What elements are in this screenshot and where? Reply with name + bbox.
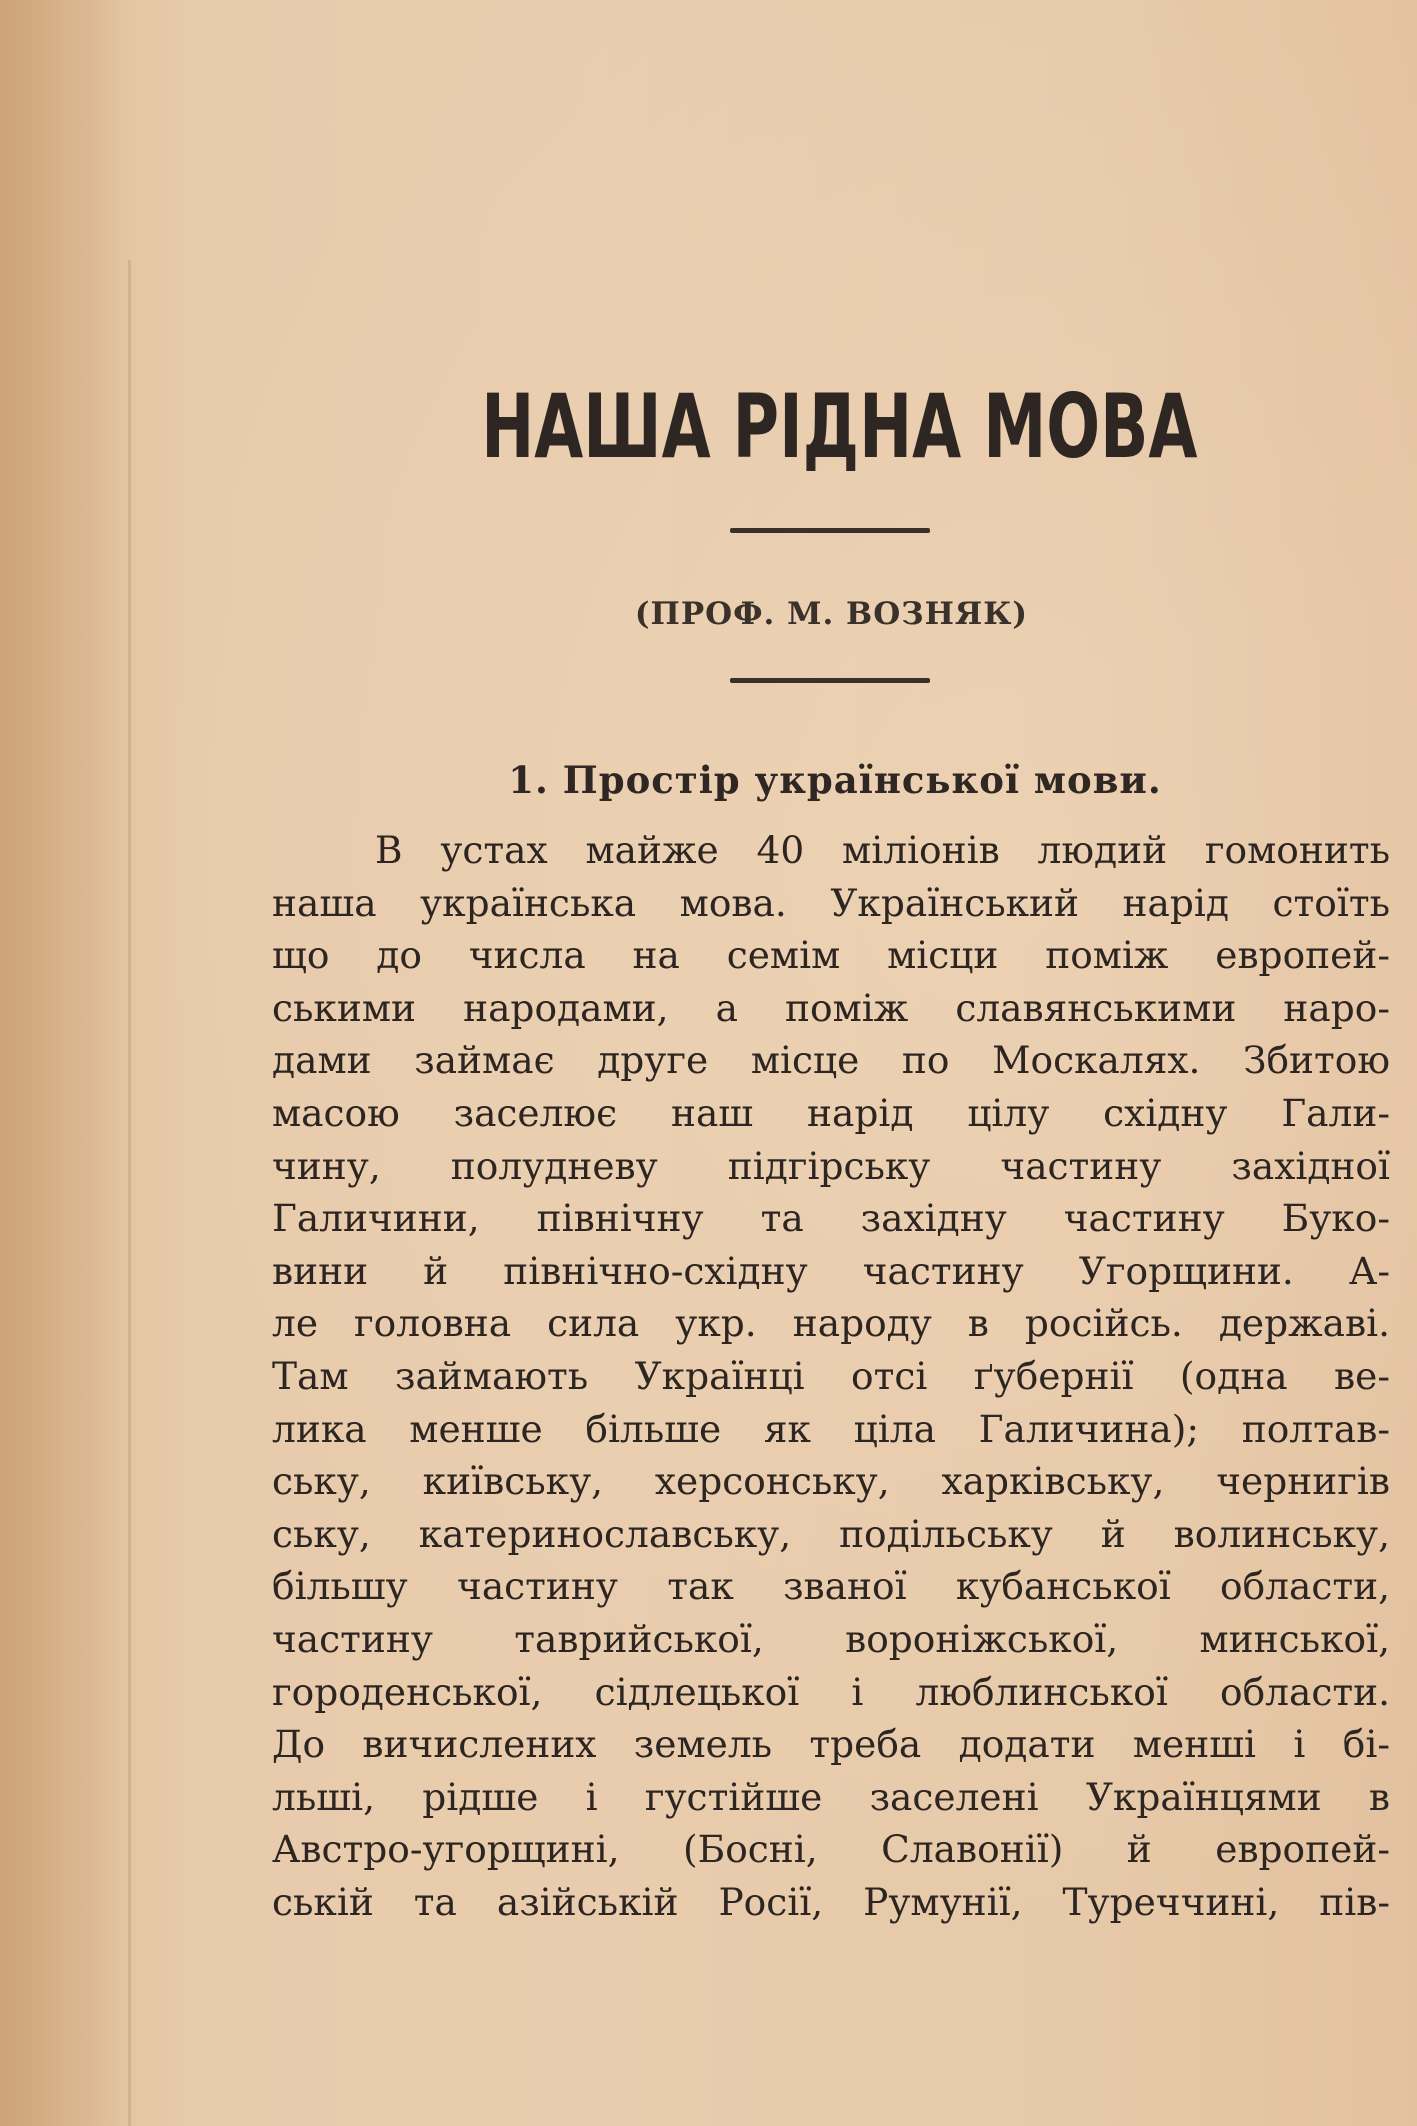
- page-crease: [128, 260, 131, 2126]
- text-line: частину таврийської, вороніжської, минської,: [272, 1616, 1390, 1661]
- text-line: ську, київську, херсонську, харківську, чернигів: [272, 1459, 1390, 1504]
- text-line: наша українська мова. Український нарід стоїть: [272, 880, 1390, 925]
- text-line: Галичини, північну та західну частину Буко-: [272, 1196, 1390, 1241]
- text-line: ській та азійській Росії, Румунії, Туреччині, пів-: [272, 1879, 1390, 1924]
- text-line: Австро-угорщині, (Босні, Славонії) й европей-: [272, 1827, 1390, 1872]
- text-line: масою заселює наш нарід цілу східну Гали-: [272, 1090, 1390, 1135]
- text-line: більшу частину так званої кубанської области,: [272, 1564, 1390, 1609]
- page-edge-shadow: [0, 0, 130, 2126]
- text-line: Там займають Українці отсі ґубернії (одна ве-: [272, 1353, 1390, 1398]
- text-line: що до числа на семім місци поміж европей-: [272, 933, 1390, 978]
- text-line: дами займає друге місце по Москалях. Збитою: [272, 1038, 1390, 1083]
- text-line: вини й північно-східну частину Угорщини. А-: [272, 1248, 1390, 1293]
- text-line: чину, полудневу підгірську частину західної: [272, 1143, 1390, 1188]
- title-divider: [730, 528, 930, 533]
- page-title: НАША РІДНА МОВА: [481, 375, 1198, 478]
- text-line: ську, катеринославську, подільську й волинську,: [272, 1511, 1390, 1556]
- text-line: льші, рідше і густійше заселені Українцями в: [272, 1774, 1390, 1819]
- body-paragraph: [272, 824, 1390, 1928]
- author-line: (ПРОФ. М. ВОЗНЯК): [634, 596, 1029, 632]
- author-divider: [730, 678, 930, 683]
- text-line: городенської, сідлецької і люблинської области.: [272, 1669, 1390, 1714]
- text-line: До вичислених земель треба додати менші і бі-: [272, 1722, 1390, 1767]
- text-line: ськими народами, а поміж славянськими наро-: [272, 985, 1390, 1030]
- text-line: лика менше більше як ціла Галичина); полтав-: [272, 1406, 1390, 1451]
- text-line: ле головна сила укр. народу в російсь. державі.: [272, 1301, 1390, 1346]
- section-heading: 1. Простір української мови.: [508, 758, 1162, 802]
- title-block: [0, 372, 1417, 482]
- text-line: В устах майже 40 міліонів людий гомонить: [375, 828, 1390, 872]
